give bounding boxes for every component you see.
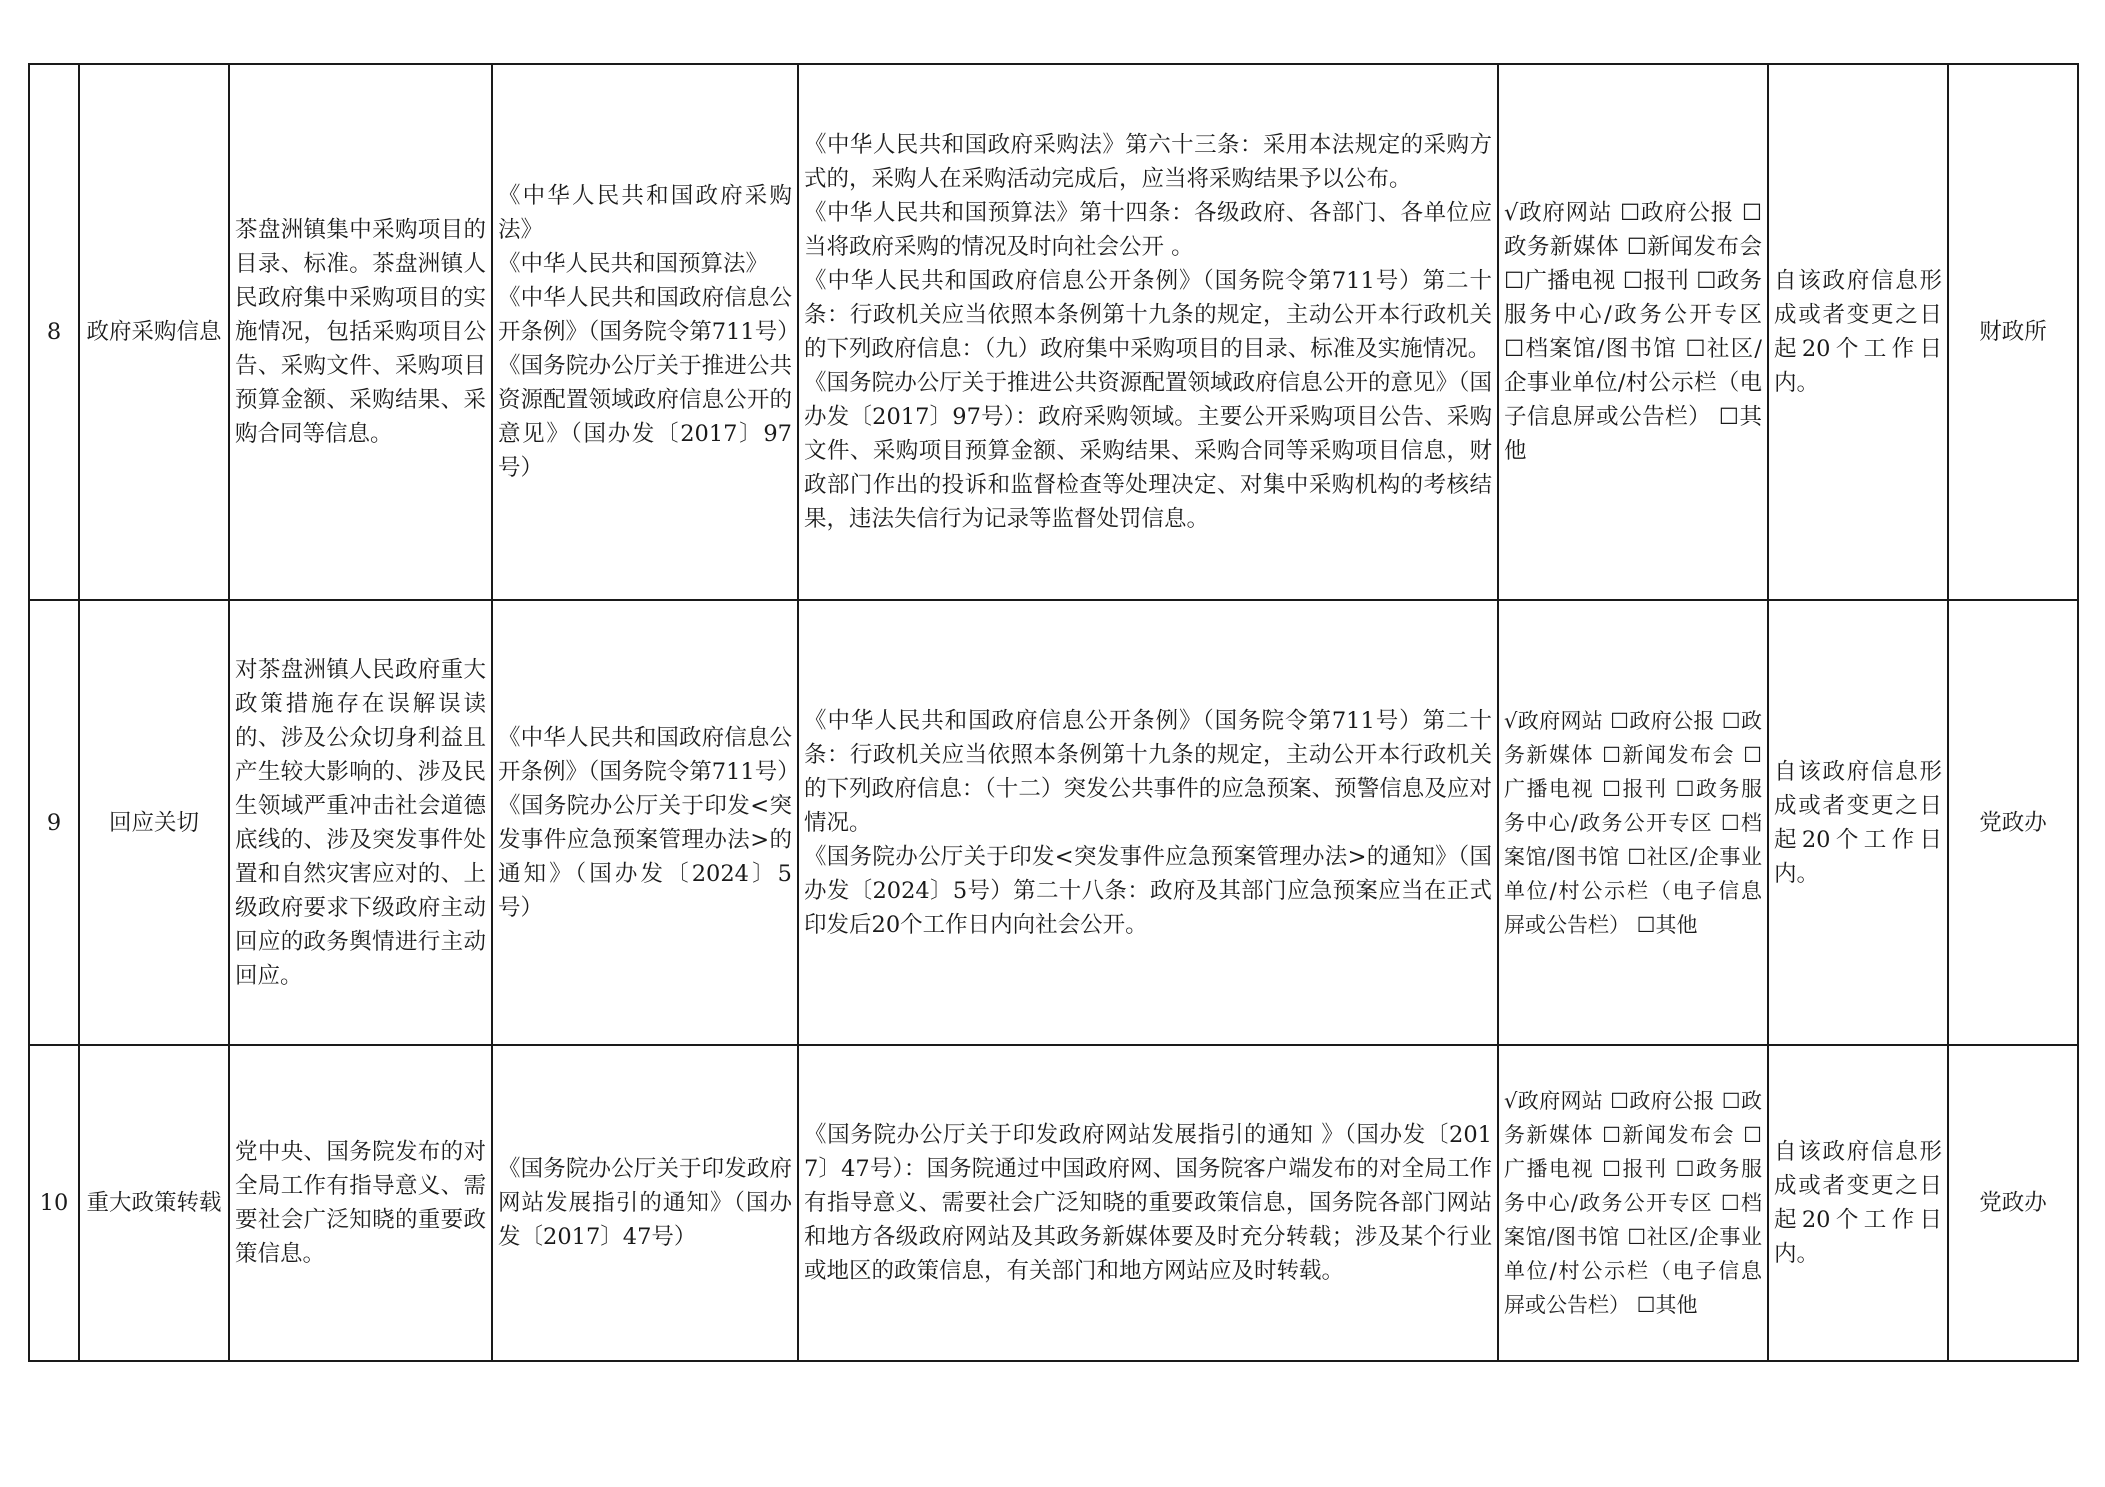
legal-basis (492, 64, 798, 600)
disclosure-content: 茶盘洲镇集中采购项目的目录、标准。茶盘洲镇人民政府集中采购项目的实施情况，包括采购项目公告、采购文件、采购项目预算金额、采购结果、采购合同等信息。 (229, 64, 492, 600)
channels-text: √政府网站 ☐政府公报 ☐政务新媒体 ☐新闻发布会 ☐广播电视 ☐报刊 ☐政务服务中心/政务公开专区 ☐档案馆/图书馆 ☐社区/企事业单位/村公示栏（电子信息屏或公告栏） ☐其他 (1504, 200, 1762, 464)
row-number: 8 (29, 64, 79, 600)
basis-line: 《国务院办公厅关于印发政府网站发展指引的通知》（国办发〔2017〕47号） (498, 1156, 792, 1250)
table-row (29, 64, 2078, 600)
publication-channels (1498, 600, 1768, 1045)
provision-paragraph: 《国务院办公厅关于推进公共资源配置领域政府信息公开的意见》（国办发〔2017〕97号）：政府采购领域。主要公开采购项目公告、采购文件、采购项目预算金额、采购结果、采购合同等采购项目信息，财政部门作出的投诉和监督检查等处理决定、对集中采购机构的考核结果，违法失信行为记录等监督处罚信息。 (804, 370, 1492, 532)
table-row (29, 600, 2078, 1045)
channels-text: √政府网站 ☐政府公报 ☐政务新媒体 ☐新闻发布会 ☐广播电视 ☐报刊 ☐政务服务中心/政务公开专区 ☐档案馆/图书馆 ☐社区/企事业单位/村公示栏（电子信息屏或公告栏） ☐其他 (1504, 708, 1762, 937)
item-name: 政府采购信息 (79, 64, 229, 600)
disclosure-content: 对茶盘洲镇人民政府重大政策措施存在误解误读的、涉及公众切身利益且产生较大影响的、涉及民生领域严重冲击社会道德底线的、涉及突发事件处置和自然灾害应对的、上级政府要求下级政府主动回应的政务舆情进行主动回应。 (229, 600, 492, 1045)
basis-line: 《国务院办公厅关于印发<突发事件应急预案管理办法>的通知》（国办发〔2024〕5号） (498, 792, 792, 921)
basis-line: 《中华人民共和国政府信息公开条例》（国务院令第711号） (498, 724, 800, 785)
basis-line: 《中华人民共和国政府采购法》 (498, 183, 792, 243)
publication-channels (1498, 64, 1768, 600)
basis-line: 《国务院办公厅关于推进公共资源配置领域政府信息公开的意见》（国办发〔2017〕97号） (498, 353, 792, 481)
publication-channels (1498, 1045, 1768, 1361)
legal-provisions (798, 64, 1498, 600)
row-number: 9 (29, 600, 79, 1045)
responsible-department: 财政所 (1948, 64, 2078, 600)
responsible-department: 党政办 (1948, 600, 2078, 1045)
time-limit: 自该政府信息形成或者变更之日起20个工作日内。 (1768, 1045, 1948, 1361)
basis-line: 《中华人民共和国政府信息公开条例》（国务院令第711号） (498, 285, 800, 345)
provision-paragraph: 《中华人民共和国政府采购法》第六十三条：采用本法规定的采购方式的，采购人在采购活动完成后，应当将采购结果予以公布。 (804, 132, 1492, 192)
item-name: 重大政策转载 (79, 1045, 229, 1361)
basis-line: 《中华人民共和国预算法》 (498, 251, 769, 277)
disclosure-content: 党中央、国务院发布的对全局工作有指导意义、需要社会广泛知晓的重要政策信息。 (229, 1045, 492, 1361)
provision-paragraph: 《中华人民共和国政府信息公开条例》（国务院令第711号）第二十条：行政机关应当依照本条例第十九条的规定，主动公开本行政机关的下列政府信息：（十二）突发公共事件的应急预案、预警信息及应对情况。 (804, 707, 1492, 836)
provision-paragraph: 《中华人民共和国政府信息公开条例》（国务院令第711号）第二十条：行政机关应当依照本条例第十九条的规定，主动公开本行政机关的下列政府信息：（九）政府集中采购项目的目录、标准及实施情况。 (804, 268, 1492, 362)
table-row (29, 1045, 2078, 1361)
provision-paragraph: 《中华人民共和国预算法》第十四条：各级政府、各部门、各单位应当将政府采购的情况及时向社会公开 。 (804, 200, 1492, 260)
channels-text: √政府网站 ☐政府公报 ☐政务新媒体 ☐新闻发布会 ☐广播电视 ☐报刊 ☐政务服务中心/政务公开专区 ☐档案馆/图书馆 ☐社区/企事业单位/村公示栏（电子信息屏或公告栏） ☐其他 (1504, 1089, 1762, 1317)
legal-provisions (798, 1045, 1498, 1361)
provision-paragraph: 《国务院办公厅关于印发<突发事件应急预案管理办法>的通知》（国办发〔2024〕5号）第二十八条：政府及其部门应急预案应当在正式印发后20个工作日内向社会公开。 (804, 843, 1492, 938)
disclosure-table (28, 63, 2079, 1362)
legal-basis (492, 1045, 798, 1361)
responsible-department: 党政办 (1948, 1045, 2078, 1361)
time-limit: 自该政府信息形成或者变更之日起20个工作日内。 (1768, 64, 1948, 600)
legal-basis (492, 600, 798, 1045)
provision-paragraph: 《国务院办公厅关于印发政府网站发展指引的通知 》（国办发〔2017〕47号）：国务院通过中国政府网、国务院客户端发布的对全局工作有指导意义、需要社会广泛知晓的重要政策信息，国务院各部门网站和地方各级政府网站及其政务新媒体要及时充分转载；涉及某个行业或地区的政策信息，有关部门和地方网站应及时转载。 (804, 1122, 1492, 1284)
time-limit: 自该政府信息形成或者变更之日起20个工作日内。 (1768, 600, 1948, 1045)
item-name: 回应关切 (79, 600, 229, 1045)
row-number: 10 (29, 1045, 79, 1361)
legal-provisions (798, 600, 1498, 1045)
